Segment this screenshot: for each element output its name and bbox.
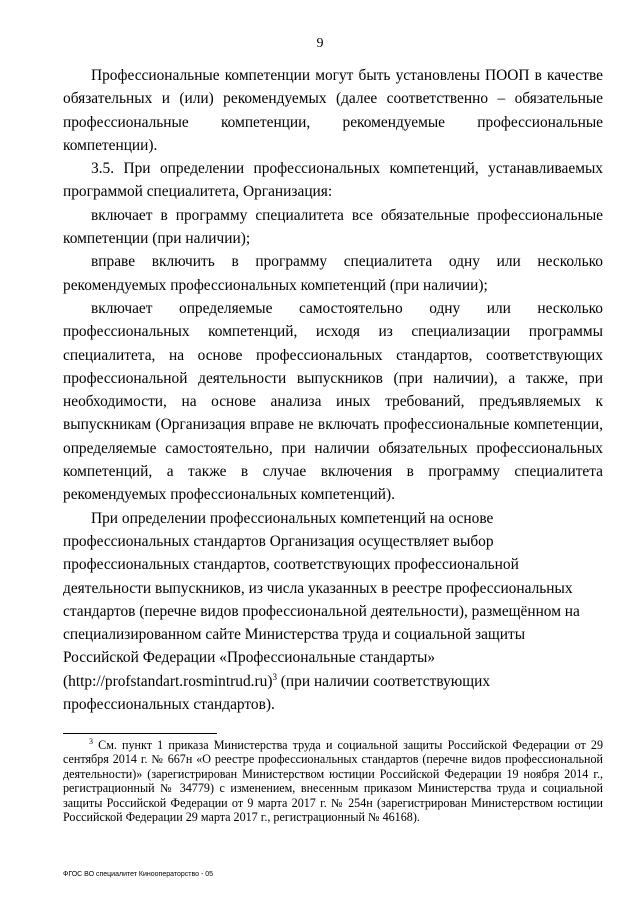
paragraph-4: вправе включить в программу специалитета одну или несколько рекомендуемых профессиональных компетенций (при наличии); [63, 253, 603, 294]
footnote-reference[interactable]: 3 [272, 671, 277, 682]
document-code: ФГОС ВО специалитет Кинооператорство - 05 [63, 871, 214, 878]
page-number: 9 [316, 36, 324, 51]
footnote-separator [63, 733, 217, 734]
paragraph-1: Профессиональные компетенции могут быть установлены ПООП в качестве обязательных и (или) рекомендуемых (далее соответственно – обязательные профессиональные компетенции, рекомендуемые профессиональные компетенции). [63, 67, 603, 154]
paragraph-6 [63, 507, 603, 717]
paragraph-5: включает определяемые самостоятельно одну или несколько профессиональных компетенций, исходя из специализации программы специалитета, на основе профессиональных стандартов, соответствующих профессиональной деятельности выпускников (при наличии), а также, при необходимости, на основе анализа иных требований, предъявляемых к выпускникам (Организация вправе не включать профессиональные компетенции, определяемые самостоятельно, при наличии обязательных профессиональных компетенций, а также в случае включения в программу специалитета рекомендуемых профессиональных компетенций). [63, 299, 603, 504]
paragraph-6-tail: (при наличии соответствующих профессиональных стандартов). [63, 672, 491, 714]
footnote-mark: 3 [89, 737, 93, 746]
footnote [63, 738, 603, 824]
paragraph-3: включает в программу специалитета все обязательные профессиональные компетенции (при наличии); [63, 206, 603, 248]
body-text [63, 64, 603, 716]
paragraph-6-text: При определении профессиональных компетенций на основе профессиональных стандартов Организация осуществляет выбор профессиональных стандартов, соответствующих профессиональной деятельности выпускников, из числа указанных в реестре профессиональных стандартов (перечне видов профессиональной деятельности), размещённом на специализированном сайте Министерства труда и социальной защиты Российской Федерации «Профессиональные стандарты» (http://profstandart.rosmintrud.ru) [63, 509, 580, 690]
paragraph-2: 3.5. При определении профессиональных компетенций, устанавливаемых программой специалитета, Организация: [63, 160, 603, 201]
footnote-text: См. пункт 1 приказа Министерства труда и социальной защиты Российской Федерации от 29 сентября 2014 г. № 667н «О реестре профессиональных стандартов (перечне видов профессиональной деятельности)» (зарегистрирован Министерством юстиции Российской Федерации 19 ноября 2014 г., регистрационный № 34779) с изменением, внесенным приказом Министерства труда и социальной защиты Российской Федерации от 9 марта 2017 г. № 254н (зарегистрирован Министерством юстиции Российской Федерации 29 марта 2017 г., регистрационный № 46168). [63, 738, 603, 825]
